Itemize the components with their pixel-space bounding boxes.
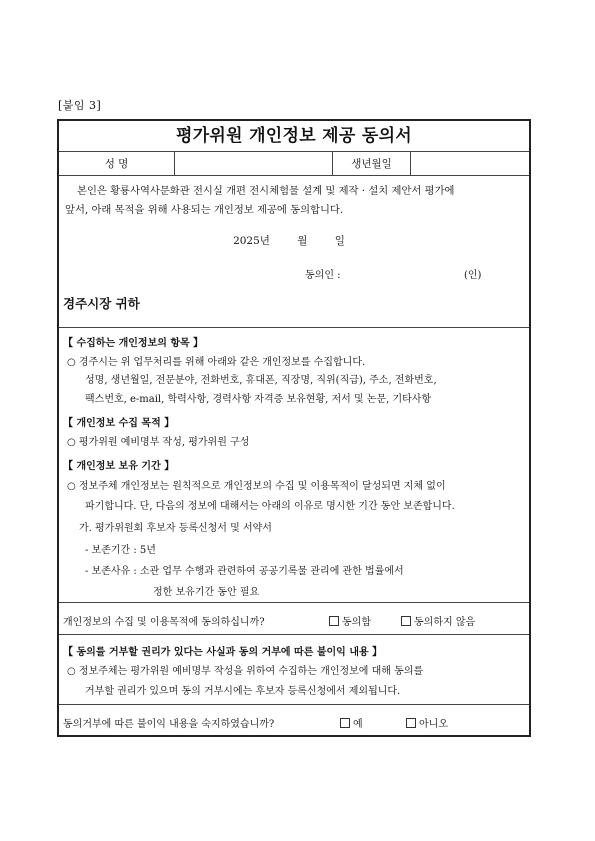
purpose-heading: 【 개인정보 수집 목적 】	[63, 418, 175, 429]
date-year: 2025년	[233, 235, 270, 247]
consenter-label: 동의인 :	[305, 270, 341, 281]
date-month: 월	[297, 235, 308, 247]
birth-field[interactable]	[411, 152, 529, 176]
date-day: 일	[334, 235, 345, 247]
items-line-2: 성명, 생년월일, 전문분야, 전화번호, 휴대폰, 직장명, 직위(직급), 주소, 전화번호,	[85, 375, 437, 386]
yes-checkbox[interactable]	[340, 718, 350, 728]
identity-row	[59, 151, 529, 175]
items-heading: 【 수집하는 개인정보의 항목 】	[63, 338, 204, 349]
retention-line-4: - 보존기간 : 5년	[85, 545, 156, 556]
retention-line-1: ○ 정보주체 개인정보는 원칙적으로 개인정보의 수집 및 이용목적이 달성되면 지체 없이	[67, 481, 446, 492]
statement-block	[59, 175, 529, 327]
seal-label: (인)	[464, 270, 482, 281]
refusal-line-2: 거부할 권리가 있으며 동의 거부시에는 후보자 등록신청에서 제외됩니다.	[85, 686, 401, 697]
agree-checkbox[interactable]	[329, 616, 339, 626]
no-label: 아니오	[419, 719, 448, 730]
no-checkbox[interactable]	[406, 718, 416, 728]
name-label: 성 명	[104, 158, 129, 170]
acknowledge-question: 동의거부에 따른 불이익 내용을 숙지하였습니까?	[63, 719, 275, 730]
consent-question-row	[59, 602, 529, 634]
retention-line-3: 가. 평가위원회 후보자 등록신청서 및 서약서	[79, 523, 272, 534]
yes-label: 예	[353, 719, 363, 730]
yes-option[interactable]	[340, 715, 363, 730]
purpose-line: ○ 평가위원 예비명부 작성, 평가위원 구성	[67, 437, 250, 448]
consent-question: 개인정보의 수집 및 이용목적에 동의하십니까?	[63, 617, 265, 628]
disagree-label: 동의하지 않음	[414, 617, 476, 628]
consent-form	[57, 119, 531, 737]
retention-line-2: 파기합니다. 단, 다음의 정보에 대해서는 아래의 이유로 명시한 기간 동안 보존합니다.	[85, 501, 455, 512]
addressee: 경주시장 귀하	[63, 296, 140, 311]
disagree-option[interactable]	[401, 613, 475, 628]
agree-label: 동의함	[342, 617, 371, 628]
name-field[interactable]	[175, 152, 332, 176]
intro-line-1: 본인은 황룡사역사문화관 전시실 개편 전시체험물 설계 및 제작 · 설치 제안서 평가에	[77, 185, 455, 197]
birth-label: 생년월일	[351, 158, 392, 170]
retention-line-6: 정한 보유기간 동안 필요	[153, 587, 260, 598]
refusal-heading: 【 동의를 거부할 권리가 있다는 사실과 동의 거부에 따른 불이익 내용 】	[63, 647, 383, 658]
acknowledge-row	[59, 704, 529, 735]
intro-line-2: 앞서, 아래 목적을 위해 사용되는 개인정보 제공에 동의합니다.	[65, 204, 344, 216]
info-sections	[59, 327, 529, 602]
items-line-3: 팩스번호, e-mail, 학력사항, 경력사항 자격증 보유현황, 저서 및 논문, 기타사항	[85, 394, 432, 405]
refusal-line-1: ○ 정보주체는 평가위원 예비명부 작성을 위하여 수집하는 개인정보에 대해 동의를	[67, 666, 424, 677]
attachment-label: [붙임 3]	[58, 99, 102, 112]
form-title: 평가위원 개인정보 제공 동의서	[175, 126, 413, 146]
retention-heading: 【 개인정보 보유 기간 】	[63, 461, 175, 472]
disagree-checkbox[interactable]	[401, 616, 411, 626]
refusal-section	[59, 634, 529, 704]
items-line-1: ○ 경주시는 위 업무처리를 위해 아래와 같은 개인정보를 수집합니다.	[67, 357, 366, 368]
no-option[interactable]	[406, 715, 448, 730]
agree-option[interactable]	[329, 613, 371, 628]
retention-line-5: - 보존사유 : 소관 업무 수행과 관련하여 공공기록물 관리에 관한 법률에서	[85, 566, 404, 577]
date-line	[59, 233, 529, 248]
